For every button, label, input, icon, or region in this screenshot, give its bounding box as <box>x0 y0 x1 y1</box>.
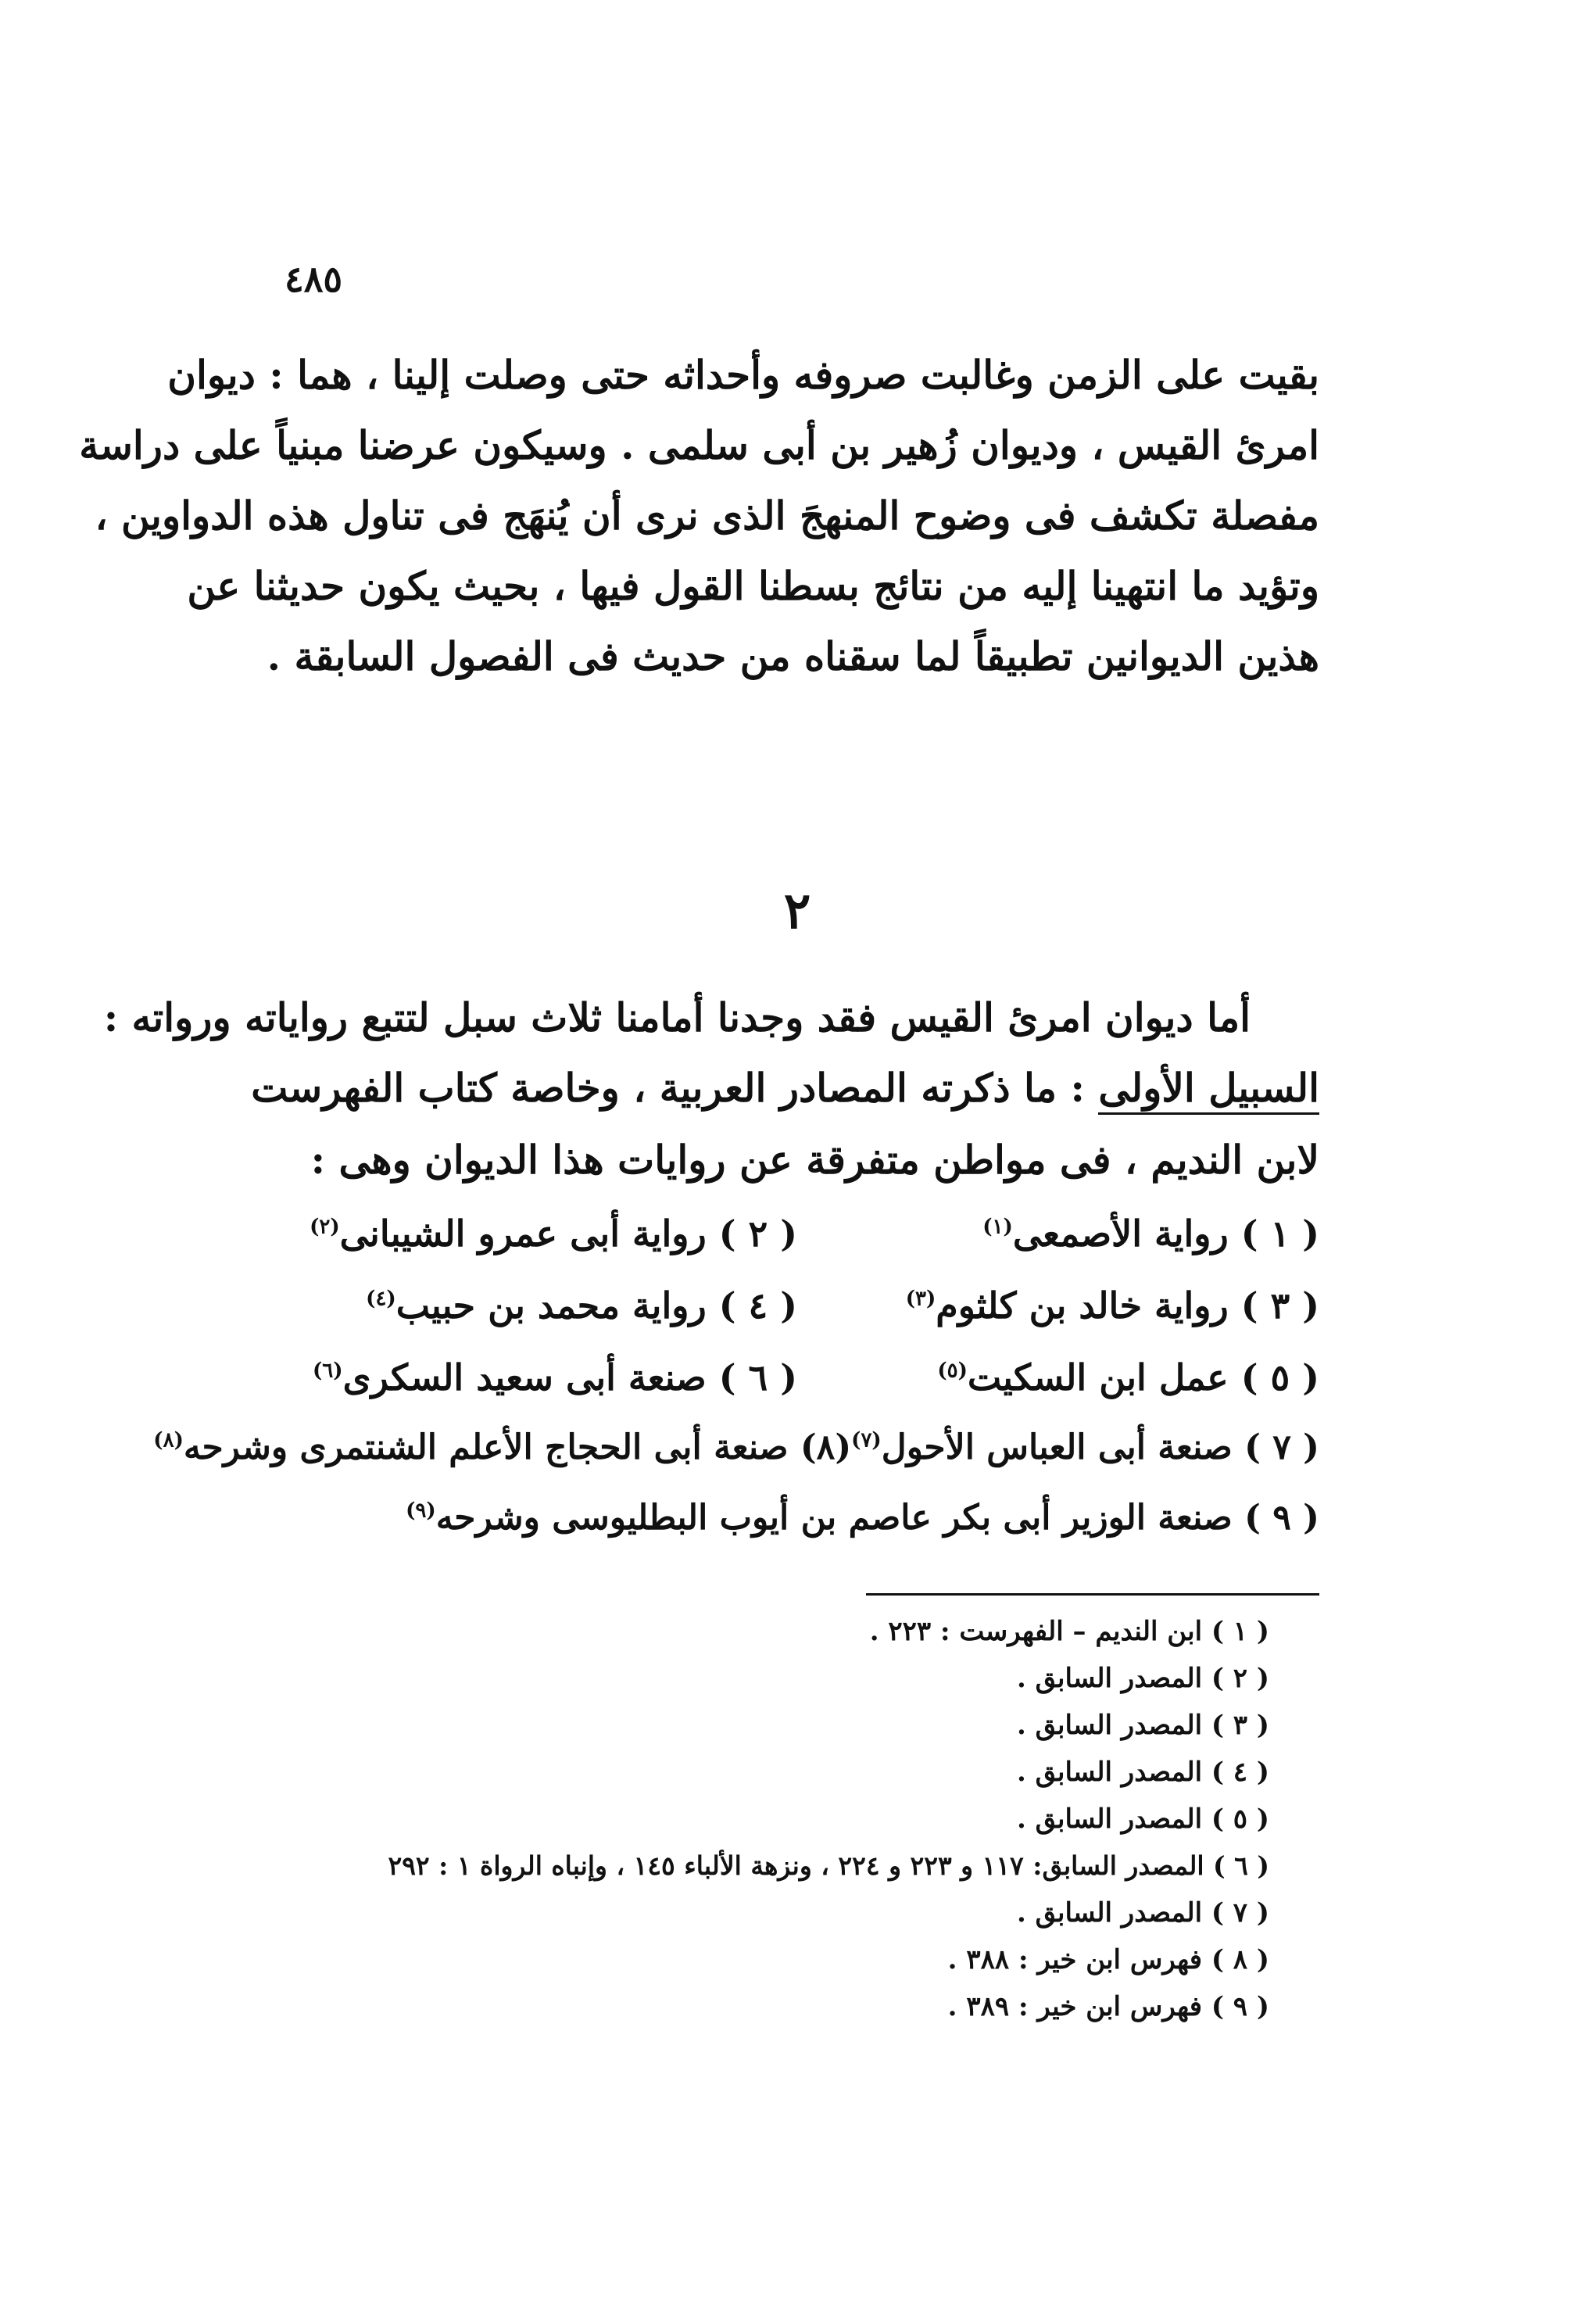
list-item-2: ( ٢ ) رواية أبى عمرو الشيبانى$^{(٢)}$ <box>310 1212 797 1255</box>
intro-line-4: وتؤيد ما انتهينا إليه من نتائج بسطنا القول فيها ، بحيث يكون حديثنا عن <box>187 563 1319 609</box>
footnote-ref-8: (٨) <box>153 1428 184 1452</box>
footnote-ref-5: (٥) <box>937 1359 968 1383</box>
footnote-7: ( ٧ ) المصدر السابق . <box>1016 1897 1269 1929</box>
page-number: ٤٨٥ <box>284 258 343 300</box>
intro-line-2: امرئ القيس ، وديوان زُهير بن أبى سلمى . وسيكون عرضنا مبنياً على دراسة <box>79 422 1319 468</box>
footnote-ref-4: (٤) <box>366 1287 396 1311</box>
section-number: ٢ <box>783 882 811 940</box>
list-item-9: ( ٩ ) صنعة الوزير أبى بكر عاصم بن أيوب البطليوسى وشرحه$^{(٩)}$ <box>406 1498 1319 1538</box>
footnote-3: ( ٣ ) المصدر السابق . <box>1016 1710 1269 1741</box>
intro-line-5: هذين الديوانين تطبيقاً لما سقناه من حديث فى الفصول السابقة . <box>267 633 1319 679</box>
footnote-ref-9: (٩) <box>406 1499 436 1523</box>
section-lead-line: أما ديوان امرئ القيس فقد وجدنا أمامنا ثلاث سبل لتتبع رواياته ورواته : <box>103 994 1251 1040</box>
list-item-6: ( ٦ ) صنعة أبى سعيد السكرى$^{(٦)}$ <box>312 1356 797 1399</box>
footnote-4: ( ٤ ) المصدر السابق . <box>1016 1757 1269 1788</box>
first-path-text: : ما ذكرته المصادر العربية ، وخاصة كتاب الفهرست <box>251 1065 1099 1111</box>
footnote-8: ( ٨ ) فهرس ابن خير : ٣٨٨ . <box>947 1944 1269 1975</box>
footnote-ref-6: (٦) <box>312 1359 343 1383</box>
list-item-5: ( ٥ ) عمل ابن السكيت$^{(٥)}$ <box>937 1356 1319 1399</box>
first-path-label: السبيل الأولى <box>1098 1057 1319 1119</box>
footnote-9: ( ٩ ) فهرس ابن خير : ٣٨٩ . <box>947 1991 1269 2022</box>
footnote-divider <box>866 1593 1319 1596</box>
footnote-1: ( ١ ) ابن النديم – الفهرست : ٢٢٣ . <box>869 1616 1269 1647</box>
footnote-6: ( ٦ ) المصدر السابق: ١١٧ و ٢٢٣ و ٢٢٤ ، ونزهة الألباء ١٤٥ ، وإنباه الرواة ١ : ٢٩٢ <box>388 1850 1269 1881</box>
footnote-ref-1: (١) <box>982 1215 1013 1239</box>
list-item-4: ( ٤ ) رواية محمد بن حبيب$^{(٤)}$ <box>366 1284 797 1327</box>
first-path-line <box>251 1057 1319 1123</box>
list-item-7-8: ( ٧ ) صنعة أبى العباس الأحول$^{(٧)}$(٨) صنعة أبى الحجاج الأعلم الشنتمرى وشرحه$^{(٨)}$ <box>153 1427 1319 1467</box>
footnote-ref-7: (٧) <box>851 1428 882 1452</box>
list-item-1: ( ١ ) رواية الأصمعى$^{(١)}$ <box>982 1212 1319 1255</box>
footnote-5: ( ٥ ) المصدر السابق . <box>1016 1803 1269 1835</box>
list-item-3: ( ٣ ) رواية خالد بن كلثوم$^{(٣)}$ <box>905 1284 1319 1327</box>
footnote-ref-3: (٣) <box>905 1287 936 1311</box>
intro-line-3: مفصلة تكشف فى وضوح المنهجَ الذى نرى أن يُنهَج فى تناول هذه الدواوين ، <box>95 492 1319 539</box>
intro-line-1: بقيت على الزمن وغالبت صروفه وأحداثه حتى وصلت إلينا ، هما : ديوان <box>167 352 1319 398</box>
footnote-2: ( ٢ ) المصدر السابق . <box>1016 1663 1269 1694</box>
section-line-3: لابن النديم ، فى مواطن متفرقة عن روايات هذا الديوان وهى : <box>310 1137 1319 1183</box>
footnote-ref-2: (٢) <box>310 1215 340 1239</box>
